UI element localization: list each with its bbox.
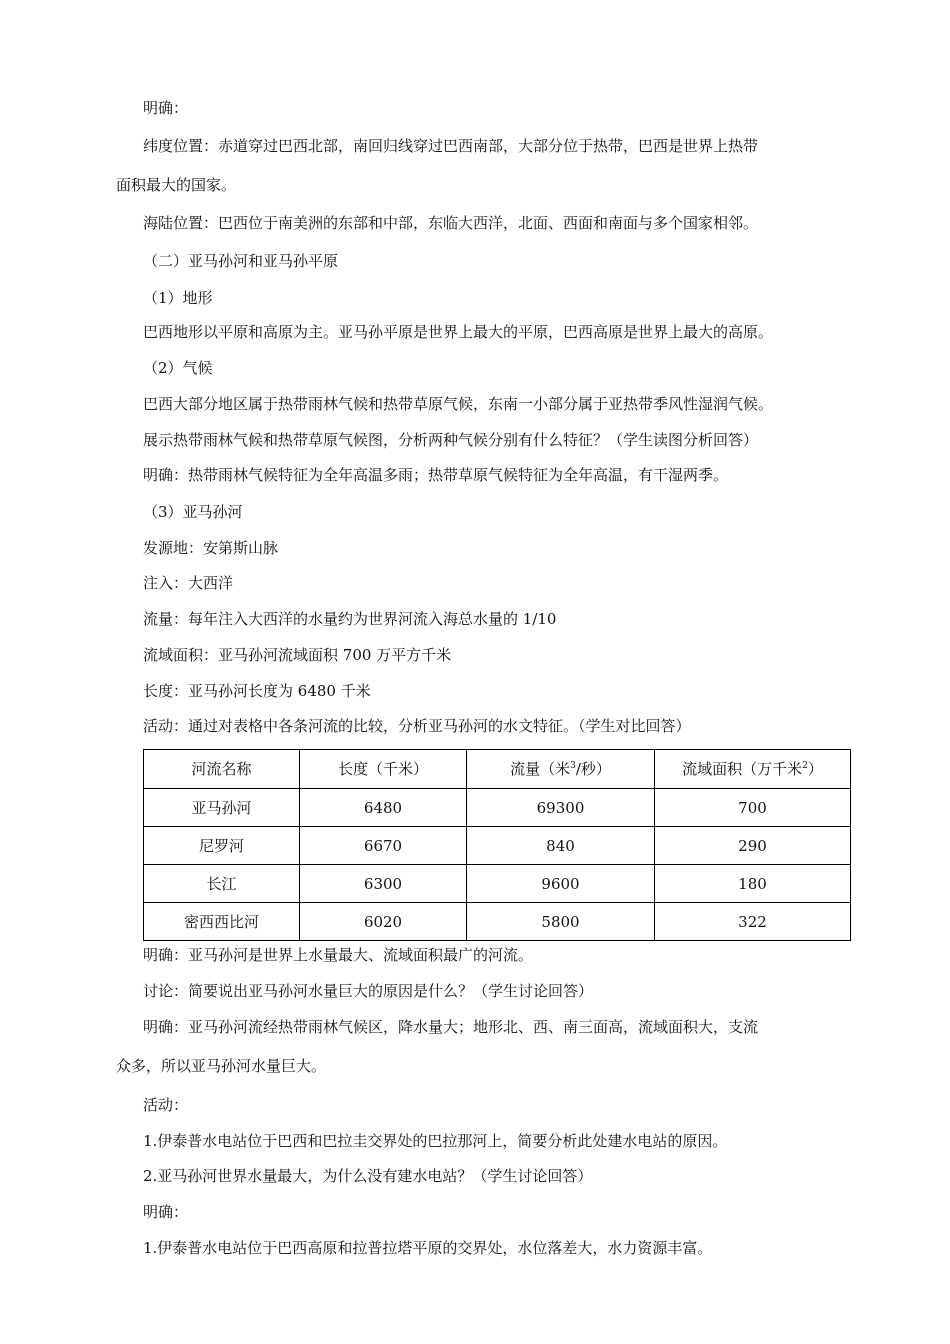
paragraph: 明确： (143, 1203, 189, 1221)
cell-length: 6300 (300, 865, 467, 903)
paragraph: 展示热带雨林气候和热带草原气候图，分析两种气候分别有什么特征？（学生读图分析回答） (143, 431, 759, 449)
header-basin-area: 流域面积（万千米$^2$） (655, 750, 851, 789)
table-row (144, 903, 851, 941)
cell-length: 6480 (300, 789, 467, 827)
cell-flow: 9600 (467, 865, 655, 903)
paragraph: 明确：亚马孙河是世界上水量最大、流域面积最广的河流。 (143, 946, 534, 964)
cell-length: 6670 (300, 827, 467, 865)
paragraph: 巴西大部分地区属于热带雨林气候和热带草原气候，东南一小部分属于亚热带季风性湿润气候。 (143, 395, 774, 413)
cell-flow: 69300 (467, 789, 655, 827)
cell-basin-area: 180 (655, 865, 851, 903)
table-row (144, 865, 851, 903)
paragraph: 活动：通过对表格中各条河流的比较，分析亚马孙河的水文特征。（学生对比回答） (143, 717, 691, 735)
cell-basin-area: 322 (655, 903, 851, 941)
cell-basin-area: 700 (655, 789, 851, 827)
paragraph: 长度：亚马孙河长度为 6480 千米 (143, 682, 371, 700)
paragraph: 巴西地形以平原和高原为主。亚马孙平原是世界上最大的平原，巴西高原是世界上最大的高原。 (143, 323, 774, 341)
cell-river-name: 尼罗河 (144, 827, 300, 865)
table-row (144, 789, 851, 827)
paragraph: 流域面积：亚马孙河流域面积 700 万平方千米 (143, 646, 452, 664)
cell-flow: 5800 (467, 903, 655, 941)
paragraph: 流量：每年注入大西洋的水量约为世界河流入海总水量的 1/10 (143, 610, 557, 628)
header-flow: 流量（米$^3$/秒） (467, 750, 655, 789)
cell-river-name: 长江 (144, 865, 300, 903)
cell-flow: 840 (467, 827, 655, 865)
section-heading: （二）亚马孙河和亚马孙平原 (143, 252, 339, 270)
subsection-heading: （3）亚马孙河 (143, 503, 243, 521)
subsection-heading: （1）地形 (143, 289, 213, 307)
cell-basin-area: 290 (655, 827, 851, 865)
paragraph: 海陆位置：巴西位于南美洲的东部和中部，东临大西洋，北面、西面和南面与多个国家相邻。 (143, 214, 759, 232)
paragraph: 活动： (143, 1096, 189, 1114)
table-header-row (144, 750, 851, 789)
paragraph: 发源地：安第斯山脉 (143, 539, 279, 557)
header-length: 长度（千米） (300, 750, 467, 789)
list-item: 2.亚马孙河世界水量最大，为什么没有建水电站？（学生讨论回答） (143, 1167, 593, 1185)
subsection-heading: （2）气候 (143, 359, 213, 377)
paragraph: 明确：热带雨林气候特征为全年高温多雨；热带草原气候特征为全年高温，有干湿两季。 (143, 466, 729, 484)
paragraph: 注入：大西洋 (143, 574, 234, 592)
paragraph: 众多，所以亚马孙河水量巨大。 (116, 1057, 327, 1075)
table-row (144, 827, 851, 865)
list-item: 1.伊泰普水电站位于巴西高原和拉普拉塔平原的交界处，水位落差大，水力资源丰富。 (143, 1239, 713, 1257)
cell-length: 6020 (300, 903, 467, 941)
river-comparison-table (143, 749, 851, 941)
cell-river-name: 密西西比河 (144, 903, 300, 941)
list-item: 1.伊泰普水电站位于巴西和巴拉圭交界处的巴拉那河上，简要分析此处建水电站的原因。 (143, 1132, 728, 1150)
header-river-name: 河流名称 (144, 750, 300, 789)
paragraph: 纬度位置：赤道穿过巴西北部，南回归线穿过巴西南部，大部分位于热带，巴西是世界上热带 (143, 137, 759, 155)
paragraph: 明确：亚马孙河流经热带雨林气候区，降水量大；地形北、西、南三面高，流域面积大，支流 (143, 1018, 759, 1036)
cell-river-name: 亚马孙河 (144, 789, 300, 827)
paragraph: 明确： (143, 99, 189, 117)
paragraph: 讨论：简要说出亚马孙河水量巨大的原因是什么？（学生讨论回答） (143, 982, 594, 1000)
paragraph: 面积最大的国家。 (116, 176, 237, 194)
